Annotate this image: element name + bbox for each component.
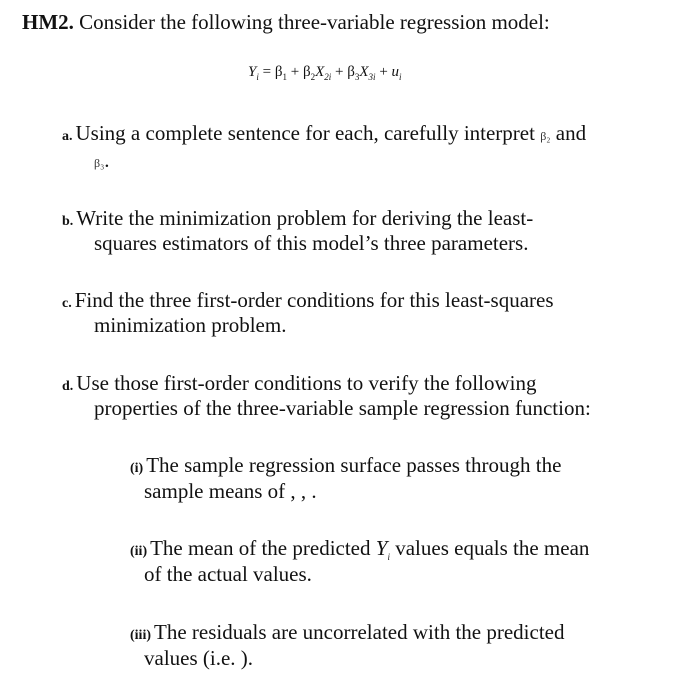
subpart-i-line1: The sample regression surface passes through the [146, 453, 562, 477]
part-a-line2 [94, 148, 110, 175]
i-subscript: i [387, 552, 390, 563]
part-b [62, 206, 533, 234]
part-d [62, 371, 536, 399]
part-b-line1: Write the minimization problem for deriving the least- [76, 206, 534, 230]
regression-equation: $Y_i = \beta_1 + \beta_2X_{2i} + \beta_3X_{3i} + u_i$ [248, 64, 402, 82]
subpart-i-line2: sample means of , , . [144, 479, 317, 503]
part-a [62, 121, 586, 149]
subpart-ii-text-2: values equals the mean [389, 536, 590, 560]
part-d-line2: properties of the three-variable sample regression function: [94, 396, 591, 420]
part-d-line1: Use those first-order conditions to verify the following [76, 371, 537, 395]
part-c-line1: Find the three first-order conditions for this least-squares [74, 288, 554, 312]
problem-intro: Consider the following three-variable regression model: [73, 10, 550, 34]
subpart-iii-label: (iii) [130, 628, 151, 643]
part-a-text: Using a complete sentence for each, carefully interpret [75, 121, 535, 145]
and-text: and [550, 121, 587, 145]
subpart-iii [130, 620, 564, 648]
part-b-label: b. [62, 214, 74, 229]
subpart-ii-line2: of the actual values. [144, 562, 312, 586]
beta3-symbol: β₃ [94, 156, 105, 170]
y-symbol: Y [375, 536, 388, 560]
period: . [104, 148, 110, 172]
part-c-label: c. [62, 296, 72, 311]
problem-number: HM2. [22, 10, 74, 34]
part-d-label: d. [62, 379, 74, 394]
subpart-ii-label: (ii) [130, 544, 148, 559]
subpart-i [130, 453, 561, 481]
subpart-iii-line2: values (i.e. ). [144, 646, 254, 670]
problem-title [22, 10, 550, 34]
part-a-label: a. [62, 129, 73, 144]
part-c [62, 288, 554, 316]
part-c-line2: minimization problem. [94, 313, 287, 337]
part-b-line2: squares estimators of this model’s three parameters. [94, 231, 529, 255]
subpart-i-label: (i) [130, 461, 144, 476]
subpart-ii-text: The mean of the predicted [150, 536, 376, 560]
beta2-symbol: β₂ [540, 129, 551, 143]
subpart-iii-line1: The residuals are uncorrelated with the predicted [154, 620, 565, 644]
